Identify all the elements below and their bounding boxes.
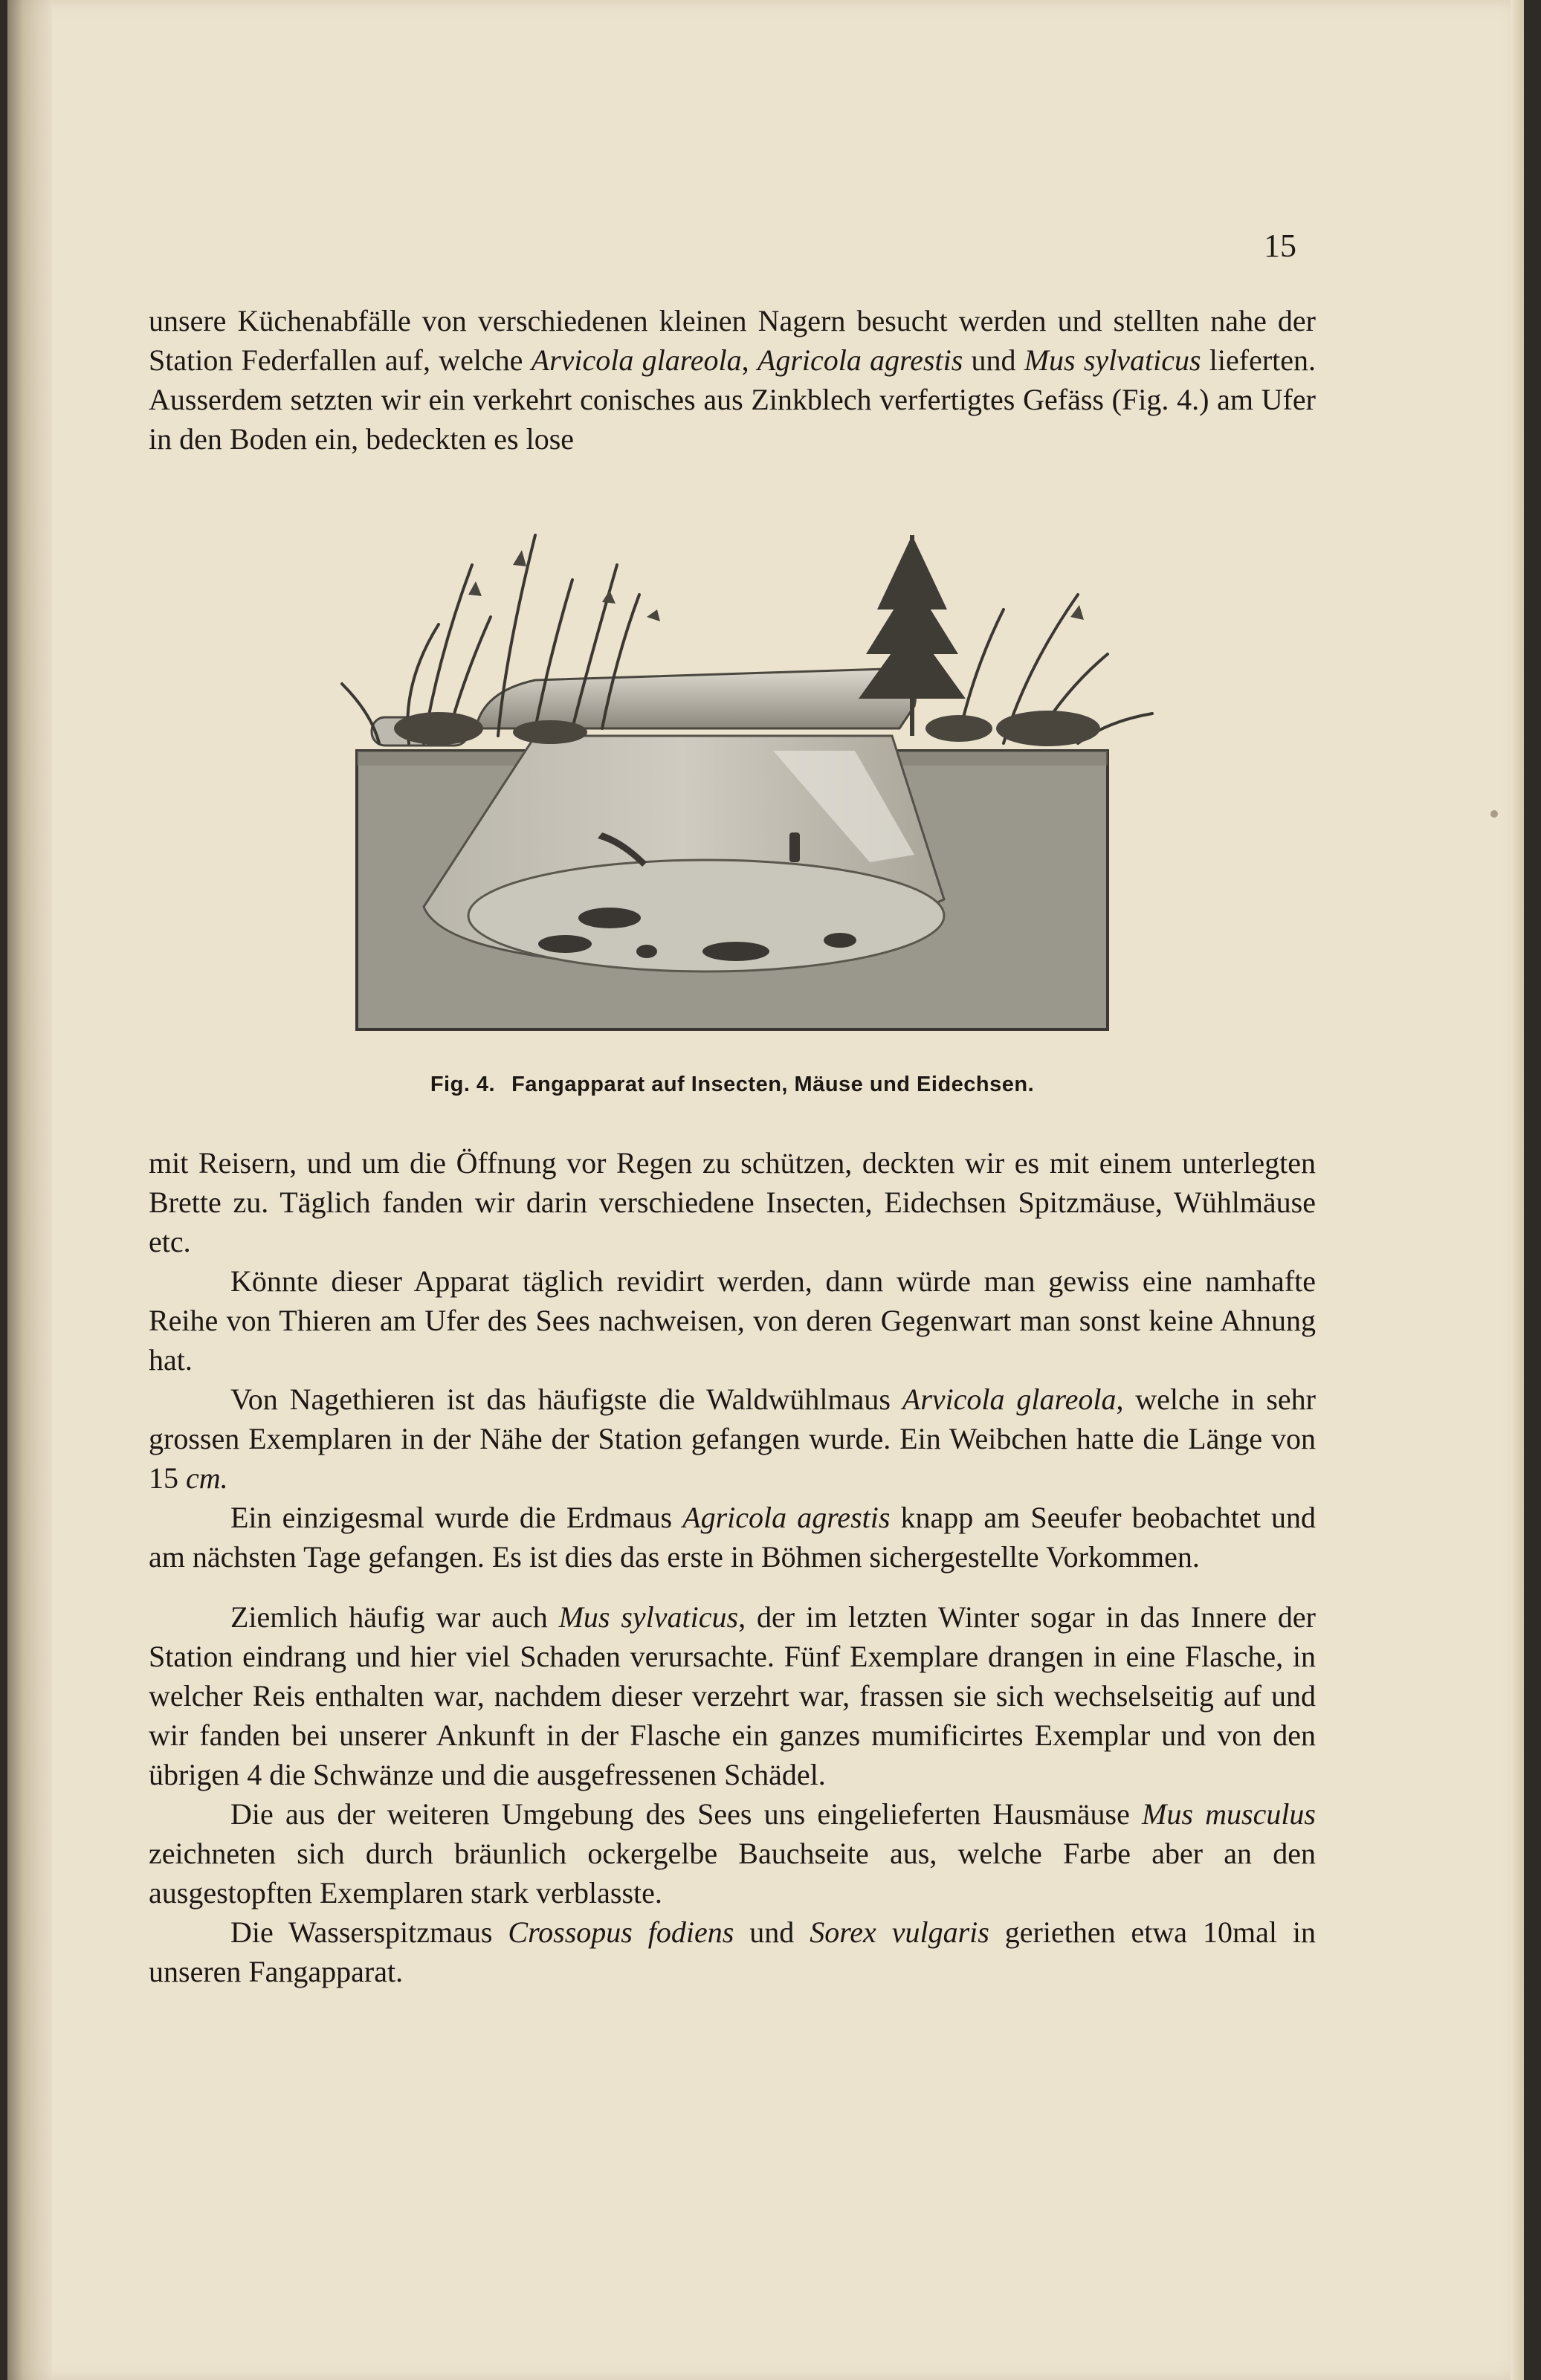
figure-caption <box>149 1073 1316 1097</box>
taxon-name: Agricola agrestis <box>682 1501 891 1534</box>
paragraph <box>149 1380 1316 1498</box>
text-run: Ein einzigesmal wurde die Erdmaus <box>230 1501 683 1534</box>
taxon-name: Mus musculus <box>1142 1797 1317 1831</box>
paragraph-top <box>149 301 1316 459</box>
text-run: , welche in sehr grossen Exemplaren in der Nähe der Station gefangen wurde. Ein Weibchen hatte die Länge von 15 <box>149 1383 1316 1495</box>
page-edge <box>1511 0 1524 2380</box>
text-run: und <box>963 343 1024 377</box>
taxon-name: Sorex vulgaris <box>810 1915 989 1949</box>
paragraph <box>149 1597 1316 1794</box>
text-run: , der im letzten Winter sogar in das Innere der Station eindrang und hier viel Schaden verursachte. Fünf Exemplare drangen in eine Flasche, in welcher Reis enthalten war, nachdem dieser verzehrt war, frassen sie sich wechselseitig auf und wir fanden bei unserer Ankunft in der Flasche ein ganzes mumificirtes Exemplar und von den übrigen 4 die Schwänze und die ausgefressenen Schädel. <box>149 1600 1316 1791</box>
taxon-name: Arvicola glareola <box>902 1383 1117 1416</box>
paragraph <box>149 301 1316 459</box>
text-run: knapp am Seeufer beobachtet und am nächsten Tage gefangen. Es ist dies das erste in Böhmen sichergestellte Vorkommen. <box>149 1501 1316 1574</box>
text-run: Die aus der weiteren Umgebung des Sees uns eingelieferten Hausmäuse <box>230 1797 1143 1831</box>
taxon-name: Crossopus fodiens <box>508 1915 734 1949</box>
text-run: unsere Küchenabfälle von verschiedenen kleinen Nagern besucht werden und stellten nahe der Station Federfallen auf, welche <box>149 304 1316 377</box>
text-run: und <box>734 1915 810 1949</box>
page-number: 15 <box>1264 227 1296 264</box>
text-run: Ziemlich häufig war auch <box>230 1600 559 1634</box>
body-text <box>149 1143 1316 1991</box>
taxon-name: Mus sylvaticus <box>1024 343 1201 377</box>
paragraph <box>149 1143 1316 1261</box>
paragraph <box>149 1794 1316 1912</box>
paragraph <box>149 1912 1316 1991</box>
text-run: , <box>741 343 757 377</box>
taxon-name: Arvicola glareola <box>531 343 742 377</box>
text-run: mit Reisern, und um die Öffnung vor Regen zu schützen, deckten wir es mit einem unterlegten Brette zu. Täglich fanden wir darin verschiedene Insecten, Eidechsen Spitzmäuse, Wühlmäuse etc. <box>149 1146 1316 1258</box>
book-spine-shadow <box>7 0 52 2380</box>
figure-caption-text: Fangapparat auf Insecten, Mäuse und Eidechsen. <box>511 1073 1035 1096</box>
taxon-name: Mus sylvaticus <box>558 1600 739 1634</box>
paper-speck <box>1490 810 1498 818</box>
taxon-name: Agricola agrestis <box>757 343 963 377</box>
text-run: lieferten. Ausserdem setzten wir ein verkehrt conisches aus Zinkblech verfertigtes Gefäss (Fig. 4.) am Ufer in den Boden ein, bedeckten es lose <box>149 343 1317 456</box>
book-page <box>7 0 1524 2380</box>
figure-trap-illustration <box>290 505 1182 1041</box>
figure-label: Fig. 4. <box>430 1073 496 1096</box>
text-run: zeichneten sich durch bräunlich ockergelbe Bauchseite aus, welche Farbe aber an den ausgestopften Exemplaren stark verblasste. <box>149 1837 1316 1910</box>
text-run: Von Nagethieren ist das häufigste die Waldwühlmaus <box>230 1383 902 1416</box>
paragraph <box>149 1261 1316 1380</box>
text-run: geriethen etwa 10mal in unseren Fangapparat. <box>149 1915 1317 1988</box>
text-run: Könnte dieser Apparat täglich revidirt werden, dann würde man gewiss eine namhafte Reihe von Thieren am Ufer des Sees nachweisen, von deren Gegenwart man sonst keine Ahnung hat. <box>149 1264 1316 1377</box>
text-run: Die Wasserspitzmaus <box>230 1915 508 1949</box>
paragraph <box>149 1498 1316 1577</box>
taxon-name: cm. <box>186 1461 228 1495</box>
